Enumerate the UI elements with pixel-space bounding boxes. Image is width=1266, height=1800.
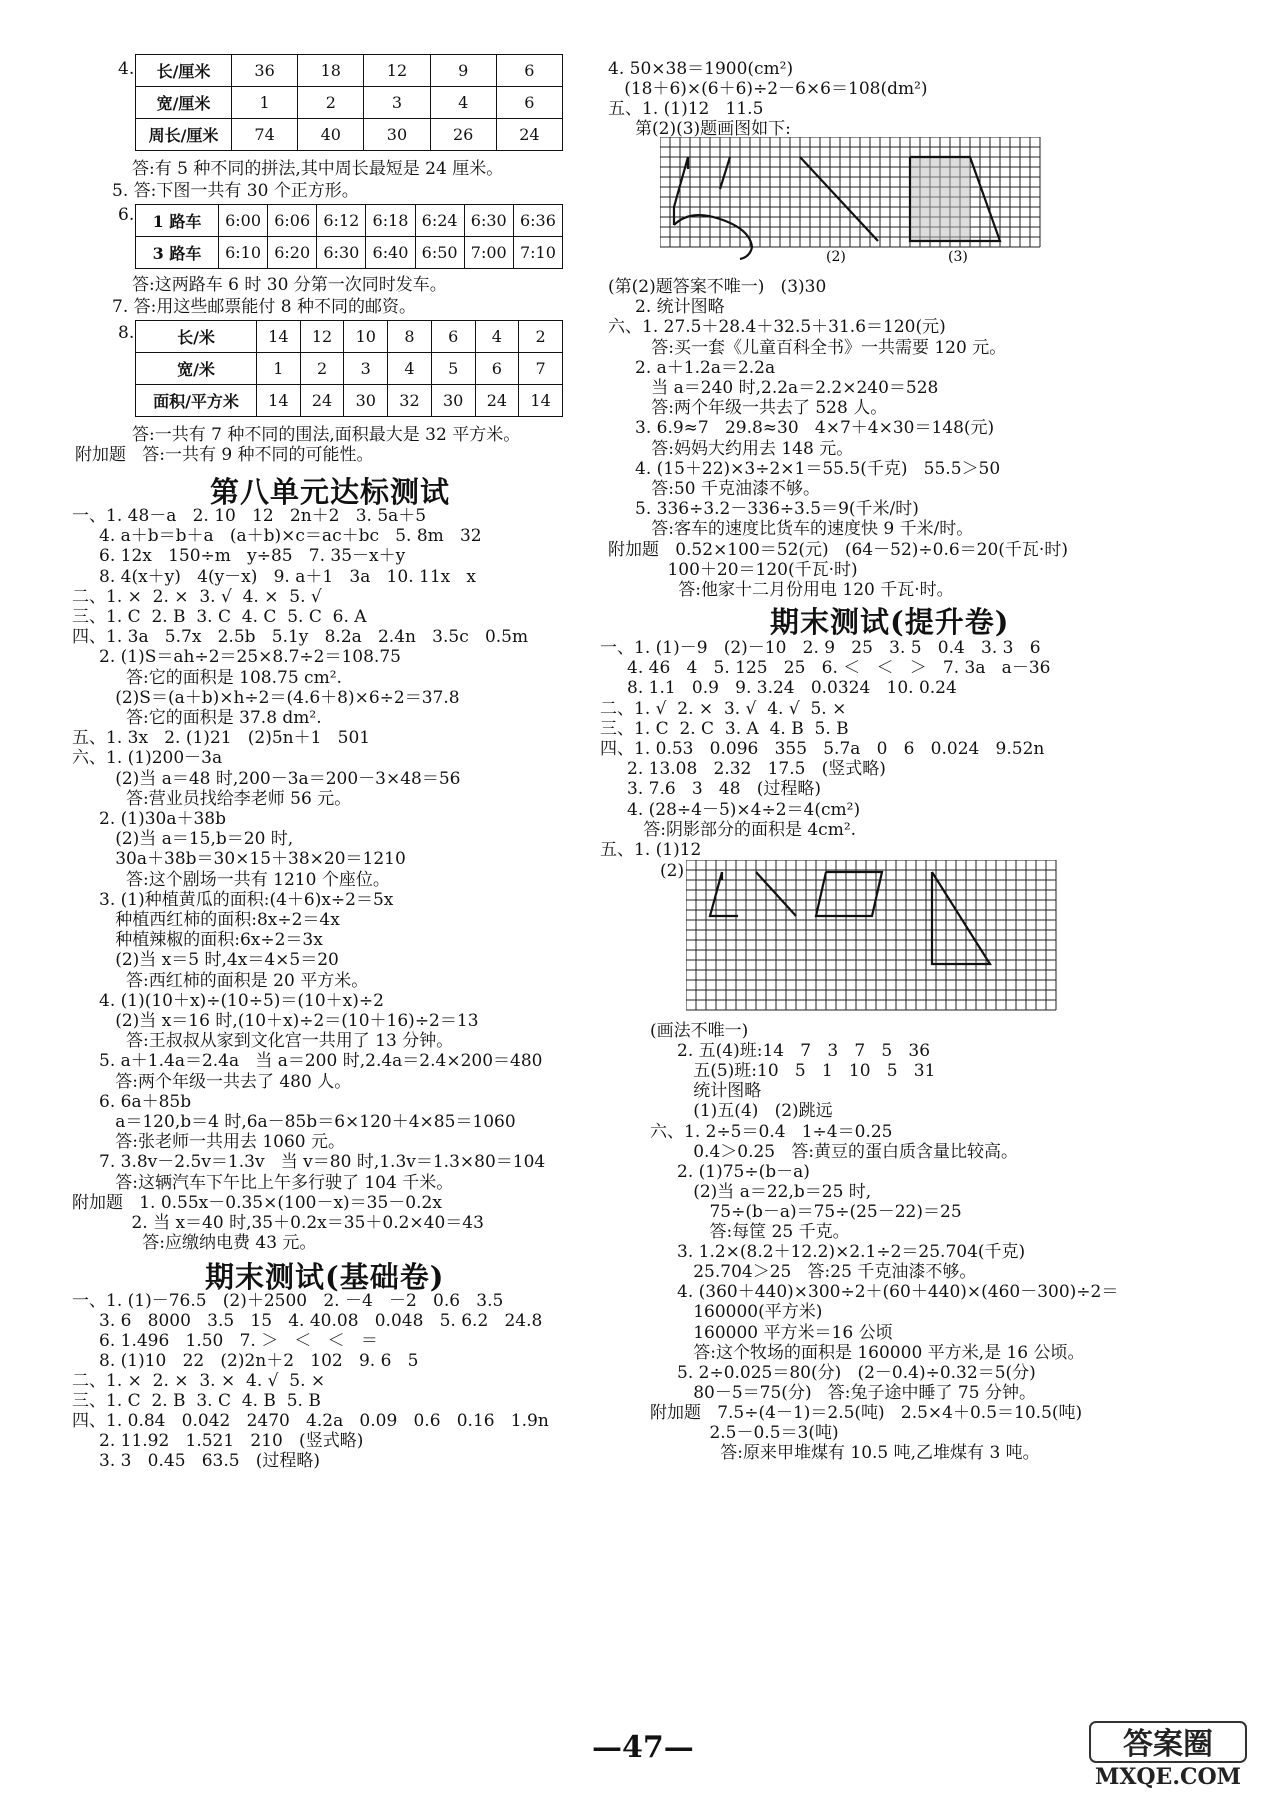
text-line: 2. 五(4)班:14 7 3 7 5 36 bbox=[650, 1041, 931, 1062]
text-line: 附加题 7.5÷(4－1)＝2.5(吨) 2.5×4＋0.5＝10.5(吨) bbox=[650, 1402, 1083, 1423]
table-cell: 9 bbox=[430, 55, 496, 87]
table-row bbox=[136, 119, 563, 151]
text-line: 答:王叔叔从家到文化宫一共用了 13 分钟。 bbox=[72, 1031, 454, 1052]
text-line: 一、1. (1)－76.5 (2)＋2500 2. －4 －2 0.6 3.5 bbox=[72, 1291, 504, 1311]
text-line: 2. 13.08 2.32 17.5 (竖式略) bbox=[600, 759, 886, 780]
table-row bbox=[136, 87, 563, 119]
table-cell: 14 bbox=[519, 385, 563, 417]
table-cell: 14 bbox=[257, 385, 301, 417]
text-line: 6. 1.496 1.50 7. ＞ ＜ ＜ ＝ bbox=[72, 1331, 378, 1351]
grid-label: (2) bbox=[660, 861, 685, 881]
row-header: 1 路车 bbox=[136, 205, 219, 237]
text-line: 4. (28÷4－5)×4÷2＝4(cm²) bbox=[600, 799, 861, 820]
table-cell: 6:00 bbox=[219, 205, 268, 237]
text-line: 三、1. C 2. C 3. A 4. B 5. B bbox=[600, 718, 849, 739]
text-line: 5. 2÷0.025＝80(分) (2－0.4)÷0.32＝5(分) bbox=[650, 1362, 1036, 1383]
text-line: 五(5)班:10 5 1 10 5 31 bbox=[650, 1061, 936, 1082]
item-number: 6. bbox=[118, 205, 135, 225]
text-line: 二、1. × 2. × 3. √ 4. × 5. √ bbox=[72, 586, 322, 607]
text-line: 3. 3 0.45 63.5 (过程略) bbox=[72, 1451, 321, 1471]
text-line: 4. (1)(10＋x)÷(10÷5)＝(10＋x)÷2 bbox=[72, 990, 384, 1011]
text-line: 一、1. 48－a 2. 10 12 2n＋2 3. 5a＋5 bbox=[72, 506, 427, 526]
table-cell: 24 bbox=[300, 385, 344, 417]
text-line: 答:营业员找给李老师 56 元。 bbox=[72, 788, 352, 809]
text-line: 四、1. 0.84 0.042 2470 4.2a 0.09 0.6 0.16 1.9n bbox=[72, 1411, 549, 1431]
table-cell: 32 bbox=[388, 385, 432, 417]
table-cell: 30 bbox=[431, 385, 475, 417]
answer-line: 答:一共有 7 种不同的围法,面积最大是 32 平方米。 bbox=[132, 425, 521, 445]
table-cell: 7:00 bbox=[464, 237, 513, 269]
table-cell: 6:12 bbox=[317, 205, 366, 237]
answer-line: 答:这两路车 6 时 30 分第一次同时发车。 bbox=[132, 275, 447, 295]
text-line: 0.4＞0.25 答:黄豆的蛋白质含量比较高。 bbox=[650, 1141, 1019, 1162]
text-line: 当 a＝240 时,2.2a＝2.2×240＝528 bbox=[608, 378, 939, 398]
text-line: 答:他家十二月份用电 120 千瓦·时。 bbox=[608, 580, 954, 600]
text-line: (画法不唯一) bbox=[650, 1021, 749, 1041]
table-cell: 12 bbox=[300, 321, 344, 353]
table-perimeter bbox=[135, 54, 563, 151]
text-line: a＝120,b＝4 时,6a－85b＝6×120＋4×85＝1060 bbox=[72, 1112, 516, 1132]
table-cell: 6:30 bbox=[317, 237, 366, 269]
table-cell: 4 bbox=[430, 87, 496, 119]
text-line: 30a＋38b＝30×15＋38×20＝1210 bbox=[72, 849, 406, 870]
text-line: 答:买一套《儿童百科全书》一共需要 120 元。 bbox=[608, 337, 1007, 358]
answer-grid-1 bbox=[660, 137, 1045, 269]
text-line: 100＋20＝120(千瓦·时) bbox=[608, 559, 858, 580]
table-cell: 6:24 bbox=[415, 205, 464, 237]
table-cell: 2 bbox=[300, 353, 344, 385]
text-line: 答:它的面积是 108.75 cm². bbox=[72, 667, 342, 688]
text-line: (2)当 x＝5 时,4x＝4×5＝20 bbox=[72, 950, 339, 971]
text-line: 80－5＝75(分) 答:兔子途中睡了 75 分钟。 bbox=[650, 1382, 1036, 1403]
text-line: 25.704＞25 答:25 千克油漆不够。 bbox=[650, 1262, 977, 1283]
text-line: 四、1. 3a 5.7x 2.5b 5.1y 8.2a 2.4n 3.5c 0.5m bbox=[72, 627, 529, 648]
table-bus-schedule bbox=[135, 204, 563, 269]
text-line: 答:两个年级一共去了 528 人。 bbox=[608, 398, 888, 419]
text-line: 75÷(b－a)＝75÷(25－22)＝25 bbox=[650, 1201, 962, 1222]
text-line: 二、1. × 2. × 3. × 4. √ 5. × bbox=[72, 1371, 326, 1391]
table-row bbox=[136, 237, 563, 269]
text-line: (2)当 a＝15,b＝20 时, bbox=[72, 829, 294, 850]
table-cell: 74 bbox=[232, 119, 298, 151]
answer-grid-2 bbox=[686, 860, 1066, 1020]
row-header: 长/米 bbox=[136, 321, 257, 353]
text-line: 2. 统计图略 bbox=[608, 297, 725, 318]
text-line: 8. (1)10 22 (2)2n＋2 102 9. 6 5 bbox=[72, 1351, 419, 1371]
text-line: 5. 336÷3.2－336÷3.5＝9(千米/时) bbox=[608, 499, 919, 520]
text-line: 五、1. (1)12 bbox=[600, 840, 702, 860]
table-cell: 6 bbox=[496, 55, 562, 87]
table-row bbox=[136, 321, 563, 353]
answer-line: 7. 答:用这些邮票能付 8 种不同的邮资。 bbox=[112, 297, 416, 317]
text-line: 答:妈妈大约用去 148 元。 bbox=[608, 438, 854, 459]
text-line: 2. (1)75÷(b－a) bbox=[650, 1161, 810, 1182]
row-header: 面积/平方米 bbox=[136, 385, 257, 417]
answer-line: 5. 答:下图一共有 30 个正方形。 bbox=[112, 181, 359, 201]
text-line: 3. (1)种植黄瓜的面积:(4＋6)x÷2＝5x bbox=[72, 889, 394, 910]
text-line: (第(2)题答案不唯一) (3)30 bbox=[608, 277, 827, 297]
text-line: 答:两个年级一共去了 480 人。 bbox=[72, 1071, 352, 1092]
table-cell: 14 bbox=[257, 321, 301, 353]
grid-label-2: (2) bbox=[826, 249, 846, 265]
table-cell: 6:30 bbox=[464, 205, 513, 237]
text-line: 种植西红柿的面积:8x÷2＝4x bbox=[72, 910, 340, 930]
text-line: 4. 46 4 5. 125 25 6. ＜ ＜ ＞ 7. 3a a－36 bbox=[600, 658, 1051, 679]
text-line: 五、1. (1)12 11.5 bbox=[608, 99, 764, 119]
text-line: 4. a＋b＝b＋a (a＋b)×c＝ac＋bc 5. 8m 32 bbox=[72, 526, 482, 547]
section-title: 期末测试(提升卷) bbox=[770, 605, 1010, 639]
text-line: 4. (15＋22)×3÷2×1＝55.5(千克) 55.5＞50 bbox=[608, 458, 1001, 479]
text-line: 5. a＋1.4a＝2.4a 当 a＝200 时,2.4a＝2.4×200＝480 bbox=[72, 1051, 543, 1072]
text-line: (18＋6)×(6＋6)÷2－6×6＝108(dm²) bbox=[608, 79, 928, 99]
text-line: 答:张老师一共用去 1060 元。 bbox=[72, 1132, 346, 1153]
row-header: 3 路车 bbox=[136, 237, 219, 269]
section-title: 期末测试(基础卷) bbox=[205, 1260, 445, 1294]
table-cell: 1 bbox=[257, 353, 301, 385]
text-line: 附加题 1. 0.55x－0.35×(100－x)＝35－0.2x bbox=[72, 1192, 442, 1213]
table-cell: 6 bbox=[431, 321, 475, 353]
item-number: 4. bbox=[118, 59, 135, 79]
table-cell: 5 bbox=[431, 353, 475, 385]
text-line: 六、1. 27.5＋28.4＋32.5＋31.6＝120(元) bbox=[608, 317, 946, 338]
text-line: 答:50 千克油漆不够。 bbox=[608, 479, 820, 499]
table-row bbox=[136, 55, 563, 87]
table-cell: 6:10 bbox=[219, 237, 268, 269]
table-row bbox=[136, 353, 563, 385]
text-line: 3. 6 8000 3.5 15 4. 40.08 0.048 5. 6.2 24.8 bbox=[72, 1311, 543, 1331]
table-cell: 30 bbox=[364, 119, 430, 151]
table-cell: 7:10 bbox=[513, 237, 562, 269]
table-cell: 4 bbox=[388, 353, 432, 385]
table-cell: 6:06 bbox=[268, 205, 317, 237]
text-line: 2. 当 x＝40 时,35＋0.2x＝35＋0.2×40＝43 bbox=[72, 1213, 484, 1233]
text-line: 7. 3.8v－2.5v＝1.3v 当 v＝80 时,1.3v＝1.3×80＝104 bbox=[72, 1152, 546, 1173]
text-line: 8. 4(x＋y) 4(y－x) 9. a＋1 3a 10. 11x x bbox=[72, 566, 477, 587]
table-cell: 1 bbox=[232, 87, 298, 119]
table-row bbox=[136, 205, 563, 237]
row-header: 宽/厘米 bbox=[136, 87, 232, 119]
table-cell: 6:36 bbox=[513, 205, 562, 237]
grid-label-3: (3) bbox=[948, 249, 968, 265]
text-line: 答:客车的速度比货车的速度快 9 千米/时。 bbox=[608, 519, 974, 540]
text-line: 答:原来甲堆煤有 10.5 吨,乙堆煤有 3 吨。 bbox=[650, 1443, 1040, 1464]
text-line: 二、1. √ 2. × 3. √ 4. √ 5. × bbox=[600, 698, 847, 719]
table-area bbox=[135, 320, 563, 417]
text-line: 统计图略 bbox=[650, 1081, 762, 1102]
table-cell: 2 bbox=[519, 321, 563, 353]
table-cell: 3 bbox=[344, 353, 388, 385]
table-cell: 6 bbox=[496, 87, 562, 119]
text-line: 160000 平方米＝16 公顷 bbox=[650, 1322, 893, 1343]
text-line: 答:每筐 25 千克。 bbox=[650, 1222, 850, 1242]
text-line: 2. a＋1.2a＝2.2a bbox=[608, 357, 776, 378]
text-line: 种植辣椒的面积:6x÷2＝3x bbox=[72, 930, 323, 951]
text-line: 六、1. 2÷5＝0.4 1÷4＝0.25 bbox=[650, 1121, 893, 1142]
table-cell: 30 bbox=[344, 385, 388, 417]
text-line: (1)五(4) (2)跳远 bbox=[650, 1101, 833, 1122]
text-line: 3. 7.6 3 48 (过程略) bbox=[600, 779, 822, 800]
table-cell: 3 bbox=[364, 87, 430, 119]
text-line: 附加题 0.52×100＝52(元) (64－52)÷0.6＝20(千瓦·时) bbox=[608, 539, 1068, 560]
table-cell: 6 bbox=[475, 353, 519, 385]
table-cell: 12 bbox=[364, 55, 430, 87]
section-title: 第八单元达标测试 bbox=[210, 475, 451, 509]
table-cell: 6:20 bbox=[268, 237, 317, 269]
text-line: 4. 50×38＝1900(cm²) bbox=[608, 59, 794, 79]
table-cell: 26 bbox=[430, 119, 496, 151]
table-cell: 24 bbox=[475, 385, 519, 417]
table-cell: 10 bbox=[344, 321, 388, 353]
page-number: —47— bbox=[592, 1730, 694, 1765]
text-line: 答:这个剧场一共有 1210 个座位。 bbox=[72, 869, 390, 890]
table-cell: 8 bbox=[388, 321, 432, 353]
table-cell: 6:18 bbox=[366, 205, 415, 237]
answer-line: 答:有 5 种不同的拼法,其中周长最短是 24 厘米。 bbox=[132, 159, 504, 179]
table-cell: 24 bbox=[496, 119, 562, 151]
text-line: 五、1. 3x 2. (1)21 (2)5n＋1 501 bbox=[72, 728, 371, 749]
text-line: 答:这辆汽车下午比上午多行驶了 104 千米。 bbox=[72, 1172, 454, 1193]
table-cell: 36 bbox=[232, 55, 298, 87]
text-line: 2. (1)S＝ah÷2＝25×8.7÷2＝108.75 bbox=[72, 647, 401, 668]
table-cell: 6:40 bbox=[366, 237, 415, 269]
table-cell: 40 bbox=[298, 119, 364, 151]
table-cell: 6:50 bbox=[415, 237, 464, 269]
svg-text:答案圈: 答案圈 bbox=[1123, 1727, 1213, 1762]
text-line: (2)当 a＝22,b＝25 时, bbox=[650, 1181, 872, 1202]
table-cell: 7 bbox=[519, 353, 563, 385]
table-cell: 4 bbox=[475, 321, 519, 353]
text-line: 4. (360＋440)×300÷2＋(60＋440)×(460－300)÷2＝ bbox=[650, 1282, 1119, 1303]
text-line: 三、1. C 2. B 3. C 4. C 5. C 6. A bbox=[72, 607, 367, 627]
table-cell: 18 bbox=[298, 55, 364, 87]
text-line: (2)S＝(a＋b)×h÷2＝(4.6＋8)×6÷2＝37.8 bbox=[72, 687, 460, 708]
text-line: 答:应缴纳电费 43 元。 bbox=[72, 1233, 317, 1254]
text-line: 三、1. C 2. B 3. C 4. B 5. B bbox=[72, 1391, 321, 1411]
row-header: 长/厘米 bbox=[136, 55, 232, 87]
item-number: 8. bbox=[118, 323, 135, 343]
text-line: 第(2)(3)题画图如下: bbox=[608, 119, 791, 139]
watermark-logo bbox=[1088, 1720, 1248, 1790]
text-line: 2. (1)30a＋38b bbox=[72, 809, 227, 829]
text-line: 160000(平方米) bbox=[650, 1302, 823, 1323]
text-line: 六、1. (1)200－3a bbox=[72, 748, 223, 769]
text-line: 3. 1.2×(8.2＋12.2)×2.1÷2＝25.704(千克) bbox=[650, 1242, 1026, 1263]
row-header: 周长/厘米 bbox=[136, 119, 232, 151]
text-line: 四、1. 0.53 0.096 355 5.7a 0 6 0.024 9.52n bbox=[600, 739, 1045, 759]
text-line: 答:西红柿的面积是 20 平方米。 bbox=[72, 970, 369, 991]
svg-text:MXQE.COM: MXQE.COM bbox=[1094, 1764, 1242, 1790]
text-line: 6. 12x 150÷m y÷85 7. 35－x＋y bbox=[72, 546, 406, 567]
text-line: 3. 6.9≈7 29.8≈30 4×7＋4×30＝148(元) bbox=[608, 418, 995, 439]
text-line: 8. 1.1 0.9 9. 3.24 0.0324 10. 0.24 bbox=[600, 678, 957, 699]
text-line: 答:阴影部分的面积是 4cm². bbox=[600, 819, 857, 840]
text-line: 答:它的面积是 37.8 dm². bbox=[72, 708, 322, 728]
table-cell: 2 bbox=[298, 87, 364, 119]
table-row bbox=[136, 385, 563, 417]
text-line: 答:这个牧场的面积是 160000 平方米,是 16 公顷。 bbox=[650, 1342, 1085, 1363]
text-line: (2)当 a＝48 时,200－3a＝200－3×48＝56 bbox=[72, 768, 461, 789]
text-line: 6. 6a＋85b bbox=[72, 1091, 192, 1112]
text-line: 2.5－0.5＝3(吨) bbox=[650, 1423, 839, 1443]
text-line: (2)当 x＝16 时,(10＋x)÷2＝(10＋16)÷2＝13 bbox=[72, 1011, 479, 1031]
row-header: 宽/米 bbox=[136, 353, 257, 385]
text-line: 一、1. (1)－9 (2)－10 2. 9 25 3. 5 0.4 3. 3 6 bbox=[600, 638, 1041, 658]
bonus-question: 附加题 答:一共有 9 种不同的可能性。 bbox=[75, 445, 374, 465]
text-line: 2. 11.92 1.521 210 (竖式略) bbox=[72, 1431, 364, 1451]
